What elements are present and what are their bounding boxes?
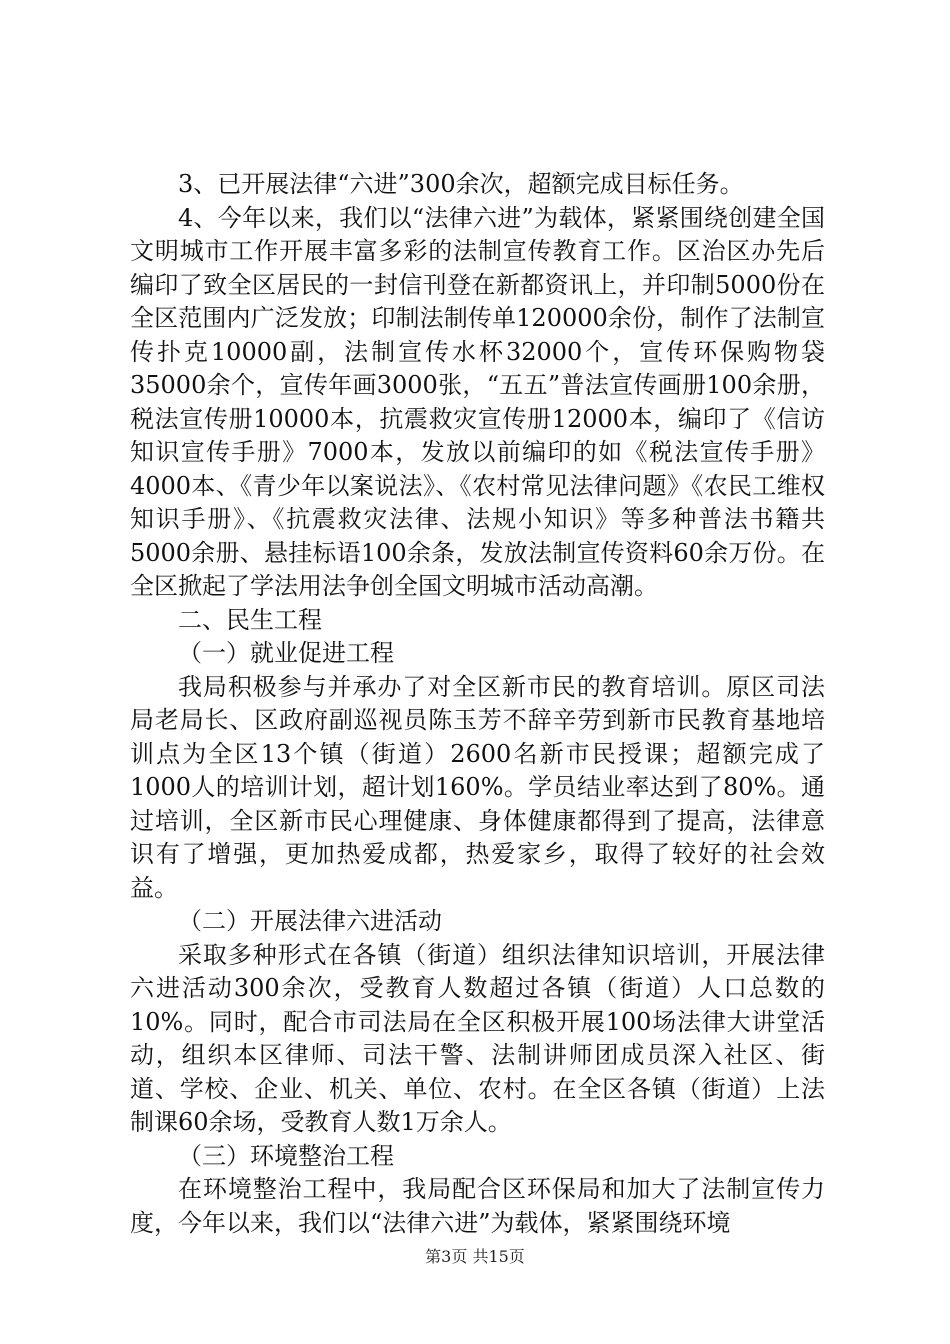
paragraph-employment: 我局积极参与并承办了对全区新市民的教育培训。原区司法局老局长、区政府副巡视员陈玉芳不辞辛劳到新市民教育基地培训点为全区13个镇（街道）2600名新市民授课；超额完成了1000人的培训计划，超计划160%。学员结业率达到了80%。通过培训，全区新市民心理健康、身体健康都得到了提高，法律意识有了增强，更加热爱成都，热爱家乡，取得了较好的社会效益。 bbox=[130, 672, 825, 902]
subsection-heading-environment: （三）环境整治工程 bbox=[178, 1141, 394, 1170]
paragraph-item-3: 3、已开展法律“六进”300余次，超额完成目标任务。 bbox=[178, 170, 744, 198]
paragraph-item-4: 4、今年以来，我们以“法律六进”为载体，紧紧围绕创建全国文明城市工作开展丰富多彩的法制宣传教育工作。区治区办先后编印了致全区居民的一封信刊登在新都资讯上，并印制5000份在全区范围内广泛发放；印制法制传单120000余份，制作了法制宣传扑克10000副，法制宣传水杯32000个，宣传环保购物袋35000余个，宣传年画3000张，“五五”普法宣传画册100余册，税法宣传册10000本，抗震救灾宣传册12000本，编印了《信访知识宣传手册》7000本，发放以前编印的如《税法宣传手册》4000本、《青少年以案说法》、《农村常见法律问题》《农民工维权知识手册》、《抗震救灾法律、法规小知识》等多种普法书籍共5000余册、悬挂标语100余条，发放法制宣传资料60余万份。在全区掀起了学法用法争创全国文明城市活动高潮。 bbox=[130, 203, 825, 600]
page-number-footer: 第3页 共15页 bbox=[425, 1247, 525, 1266]
subsection-heading-law-six: （二）开展法律六进活动 bbox=[178, 907, 442, 935]
subsection-heading-employment: （一）就业促进工程 bbox=[178, 639, 394, 667]
paragraph-law-six: 采取多种形式在各镇（街道）组织法律知识培训，开展法律六进活动300余次，受教育人数超过各镇（街道）人口总数的10%。同时，配合市司法局在全区积极开展100场法律大讲堂活动，组织本区律师、司法干警、法制讲师团成员深入社区、街道、学校、企业、机关、单位、农村。在全区各镇（街道）上法制课60余场，受教育人数1万余人。 bbox=[130, 940, 825, 1136]
document-body bbox=[130, 168, 825, 1240]
section-heading-livelihood: 二、民生工程 bbox=[178, 605, 322, 634]
paragraph-environment: 在环境整治工程中，我局配合区环保局和加大了法制宣传力度，今年以来，我们以“法律六进”为载体，紧紧围绕环境 bbox=[130, 1175, 825, 1237]
